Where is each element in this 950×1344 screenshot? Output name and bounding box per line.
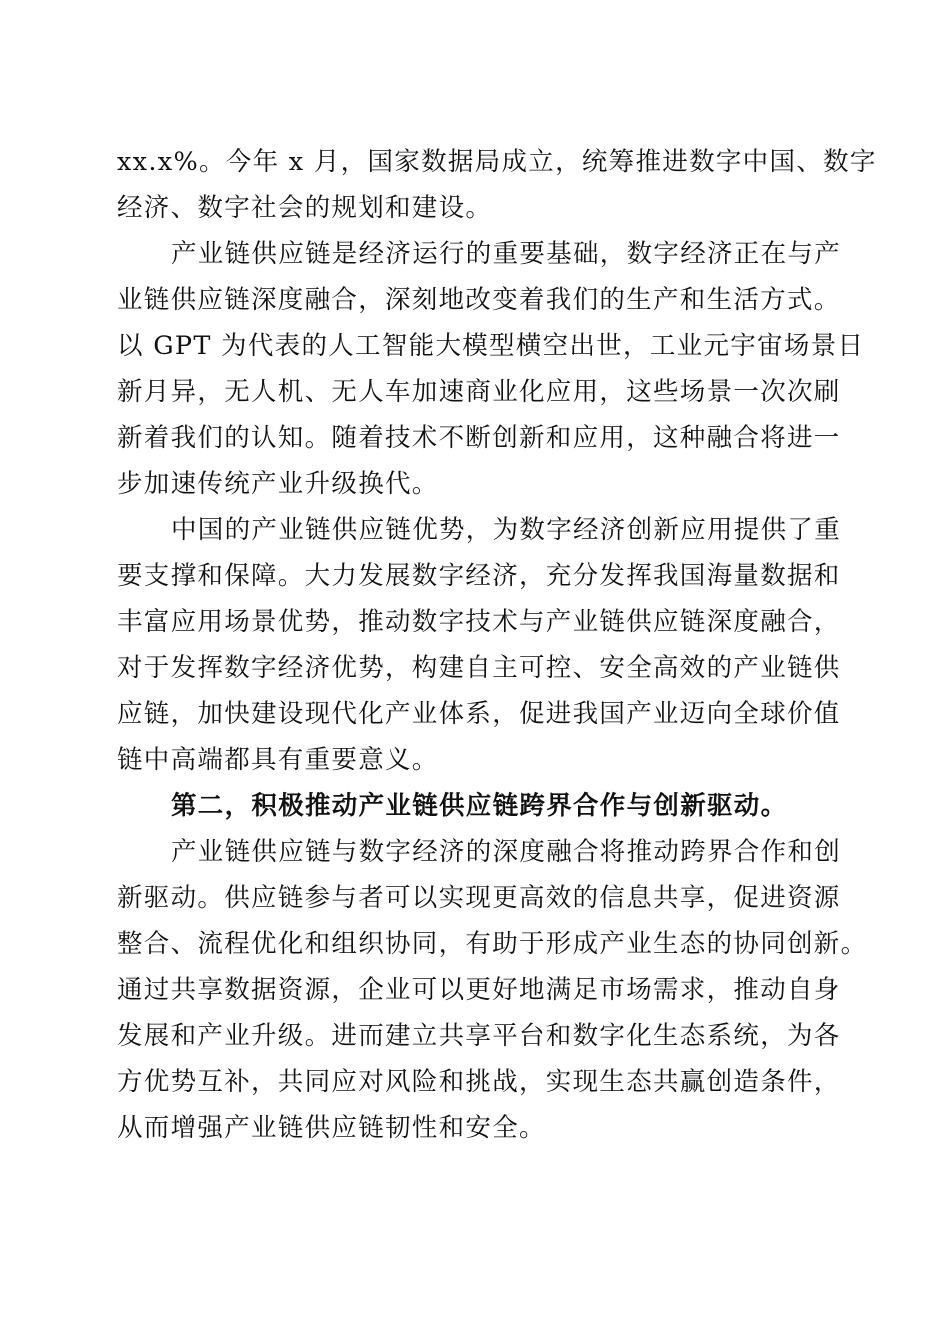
- text-line: 从而增强产业链供应链韧性和安全。: [117, 1113, 546, 1143]
- text-line: 步加速传统产业升级换代。: [117, 469, 439, 499]
- text-line: xx.x%。今年 x 月，国家数据局成立，统筹推进数字中国、数字: [117, 147, 877, 177]
- text-line: 要支撑和保障。大力发展数字经济，充分发挥我国海量数据和: [117, 561, 841, 591]
- section-heading: 第二，积极推动产业链供应链跨界合作与创新驱动。: [171, 791, 788, 821]
- text-line: 新月异，无人机、无人车加速商业化应用，这些场景一次次刷: [117, 377, 841, 407]
- text-line: 丰富应用场景优势，推动数字技术与产业链供应链深度融合，: [117, 607, 841, 637]
- text-line: 方优势互补，共同应对风险和挑战，实现生态共赢创造条件，: [117, 1067, 841, 1097]
- text-line: 通过共享数据资源，企业可以更好地满足市场需求，推动自身: [117, 975, 841, 1005]
- text-line: 整合、流程优化和组织协同，有助于形成产业生态的协同创新。: [117, 929, 868, 959]
- text-line: 链中高端都具有重要意义。: [117, 745, 439, 775]
- text-line: 业链供应链深度融合，深刻地改变着我们的生产和生活方式。: [117, 285, 841, 315]
- text-line: 发展和产业升级。进而建立共享平台和数字化生态系统，为各: [117, 1021, 841, 1051]
- text-line: 对于发挥数字经济优势，构建自主可控、安全高效的产业链供: [117, 653, 841, 683]
- text-line: 经济、数字社会的规划和建设。: [117, 193, 493, 223]
- text-line: 新驱动。供应链参与者可以实现更高效的信息共享，促进资源: [117, 883, 841, 913]
- text-line: 以 GPT 为代表的人工智能大模型横空出世，工业元宇宙场景日: [117, 331, 865, 361]
- paragraph-first-line: 产业链供应链是经济运行的重要基础，数字经济正在与产: [171, 239, 842, 269]
- text-line: 新着我们的认知。随着技术不断创新和应用，这种融合将进一: [117, 423, 841, 453]
- paragraph-first-line: 产业链供应链与数字经济的深度融合将推动跨界合作和创: [171, 837, 842, 867]
- text-line: 应链，加快建设现代化产业体系，促进我国产业迈向全球价值: [117, 699, 841, 729]
- paragraph-first-line: 中国的产业链供应链优势，为数字经济创新应用提供了重: [171, 515, 842, 545]
